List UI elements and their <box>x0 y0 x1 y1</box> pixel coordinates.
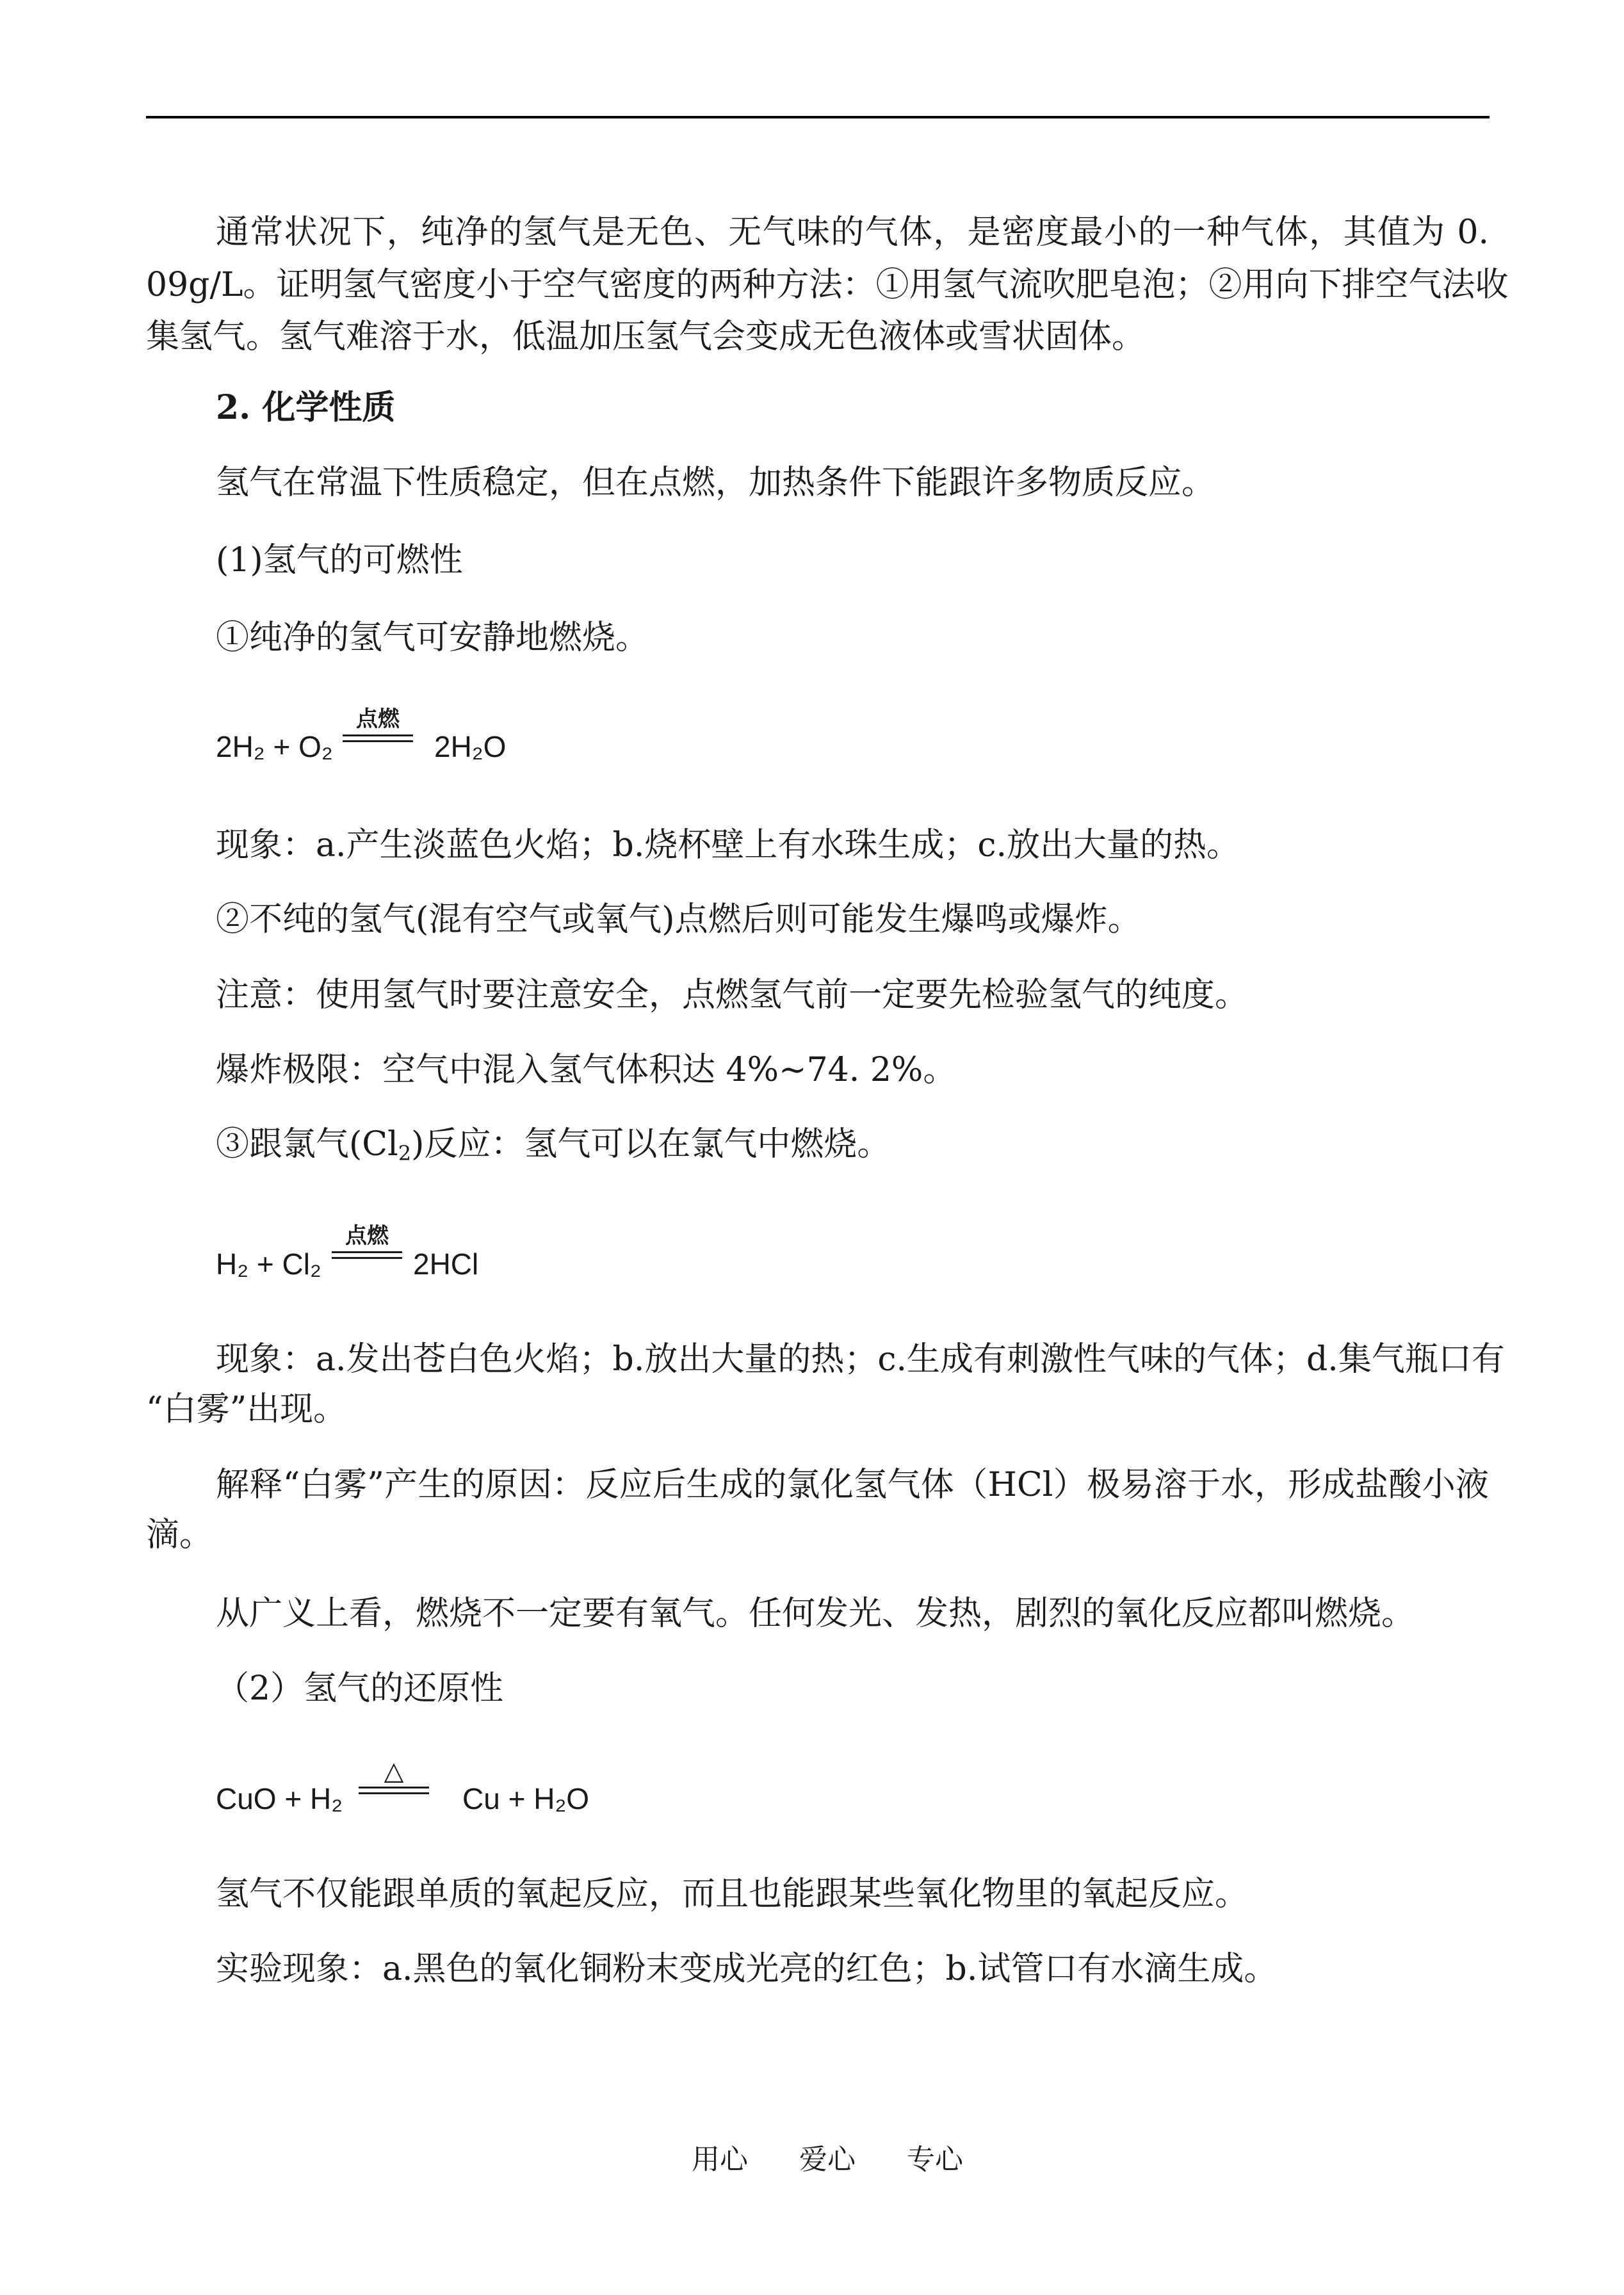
equation3-condition-label: △ <box>384 1756 404 1786</box>
equation3-products: Cu + H₂O <box>462 1782 590 1815</box>
equation1-reactants: 2H₂ + O₂ <box>216 730 333 763</box>
item-pure-hydrogen: ①纯净的氢气可安静地燃烧。 <box>216 619 649 657</box>
equation2-condition <box>325 1224 409 1259</box>
equation1-products: 2H₂O <box>434 730 507 763</box>
subsection-heading-reducibility: （2）氢气的还原性 <box>216 1669 504 1708</box>
phenomenon1-text: 现象：a.产生淡蓝色火焰；b.烧杯壁上有水珠生成；c.放出大量的热。 <box>216 826 1240 864</box>
equation2-condition-label: 点燃 <box>345 1223 389 1249</box>
para1-line1: 通常状况下，纯净的氢气是无色、无气味的气体，是密度最小的一种气体，其值为 0. <box>216 213 1489 252</box>
explanation-line2: 滴。 <box>146 1516 213 1554</box>
para1-line3: 集氢气。氢气难溶于水，低温加压氢气会变成无色液体或雪状固体。 <box>146 318 1146 356</box>
broad-view-text: 从广义上看，燃烧不一定要有氧气。任何发光、发热，剧烈的氧化反应都叫燃烧。 <box>216 1594 1415 1633</box>
subsection-heading-combustibility: (1)氢气的可燃性 <box>216 541 463 580</box>
equation1-condition <box>336 708 419 742</box>
reduction-text: 氢气不仅能跟单质的氧起反应，而且也能跟某些氧化物里的氧起反应。 <box>216 1875 1249 1913</box>
experiment-phenomenon: 实验现象：a.黑色的氧化铜粉末变成光亮的红色；b.试管口有水滴生成。 <box>216 1950 1278 1988</box>
equation1-equals-sign <box>343 734 413 742</box>
equation3-equals-sign <box>359 1787 429 1794</box>
footer-text-2: 爱心 <box>799 2143 856 2176</box>
section-heading: 2. 化学性质 <box>216 388 396 427</box>
item3-suffix: )反应：氢气可以在氯气中燃烧。 <box>411 1125 891 1164</box>
phenomenon2-line1: 现象：a.发出苍白色火焰；b.放出大量的热；c.生成有刺激性气味的气体；d.集气瓶口有 <box>216 1340 1505 1379</box>
explanation-line1: 解释“白雾”产生的原因：反应后生成的氯化氢气体（HCl）极易溶于水，形成盐酸小液 <box>216 1466 1489 1504</box>
equation3-condition <box>352 1756 435 1794</box>
item-impure-hydrogen: ②不纯的氢气(混有空气或氧气)点燃后则可能发生爆鸣或爆炸。 <box>216 900 1141 939</box>
intro-text: 氢气在常温下性质稳定，但在点燃，加热条件下能跟许多物质反应。 <box>216 464 1215 502</box>
footer-text-3: 专心 <box>907 2143 963 2176</box>
item-chlorine-reaction <box>216 1125 890 1172</box>
header-rule <box>146 116 1490 118</box>
explosion-limit: 爆炸极限：空气中混入氢气体积达 4%~74. 2%。 <box>216 1051 957 1089</box>
footer-text-1: 用心 <box>692 2143 748 2176</box>
item3-prefix: ③跟氯气(Cl <box>216 1125 398 1164</box>
equation1-condition-label: 点燃 <box>356 706 400 732</box>
para1-line2: 09g/L。证明氢气密度小于空气密度的两种方法：①用氢气流吹肥皂泡；②用向下排空气法收 <box>146 266 1509 304</box>
equation3-reactants: CuO + H₂ <box>216 1782 343 1815</box>
safety-note: 注意：使用氢气时要注意安全，点燃氢气前一定要先检验氢气的纯度。 <box>216 976 1249 1014</box>
equation2-reactants: H₂ + Cl₂ <box>216 1247 321 1281</box>
phenomenon2-line2: “白雾”出现。 <box>146 1390 347 1429</box>
footer <box>692 2144 963 2176</box>
equation2-equals-sign <box>332 1251 402 1259</box>
item3-subscript: 2 <box>398 1141 412 1165</box>
equation2-products: 2HCl <box>413 1247 479 1281</box>
